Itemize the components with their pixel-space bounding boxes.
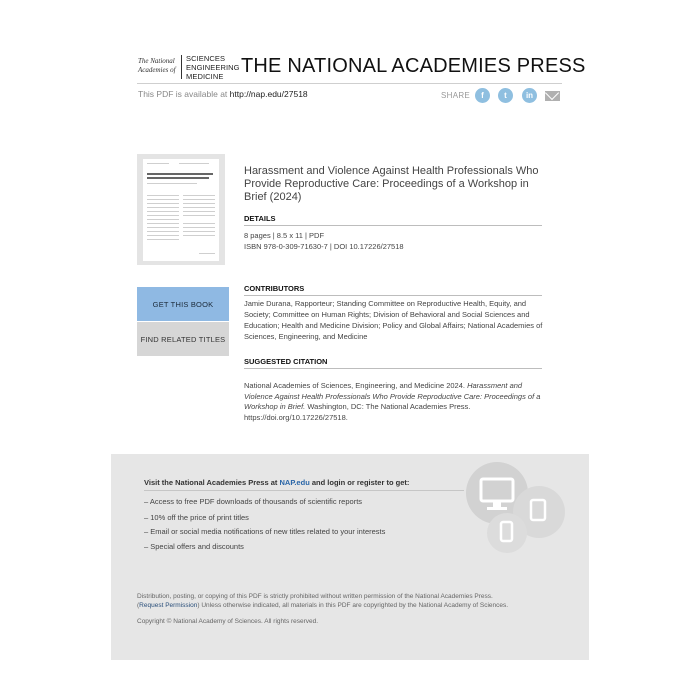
details-format: 8 pages | 8.5 x 11 | PDF	[244, 231, 325, 240]
logo-medicine: MEDICINE	[186, 72, 224, 82]
availability-url-link[interactable]: http://nap.edu/27518	[229, 89, 308, 99]
legal-notice	[137, 592, 557, 610]
benefit-item: – Email or social media notifications of new titles related to your interests	[144, 527, 386, 536]
twitter-icon[interactable]: t	[498, 88, 513, 103]
logo-left-line1: The National	[138, 57, 175, 65]
contributors-text: Jamie Durana, Rapporteur; Standing Committee on Reproductive Health, Equity, and Society; Committee on Human Rights; Division of Behavioral and Social Sciences and Education; Health and Medicine Division; Policy and Global Affairs; National Academies of Sciences, Engineering, and Medicine	[244, 299, 543, 341]
legal-line2-suffix: Unless otherwise indicated, all materials in this PDF are copyrighted by the National Academy of Sciences.	[201, 602, 509, 609]
visit-nap-text	[144, 478, 409, 487]
book-title: Harassment and Violence Against Health Professionals Who Provide Reproductive Care: Proceedings of a Workshop in Brief (2024)	[244, 165, 539, 203]
share-label: SHARE	[441, 91, 471, 100]
logo-divider	[181, 55, 182, 79]
logo-engineering: ENGINEERING	[186, 63, 240, 73]
nap-edu-link[interactable]: NAP.edu	[279, 478, 310, 487]
benefit-item: – Access to free PDF downloads of thousands of scientific reports	[144, 497, 363, 506]
availability-text	[138, 89, 308, 99]
facebook-icon[interactable]: f	[475, 88, 490, 103]
benefit-item: – 10% off the price of print titles	[144, 513, 249, 522]
linkedin-icon[interactable]: in	[522, 88, 537, 103]
details-isbn-doi: ISBN 978-0-309-71630-7 | DOI 10.17226/27518	[244, 242, 404, 251]
logo-sciences: SCIENCES	[186, 54, 226, 63]
visit-prefix: Visit the National Academies Press at	[144, 478, 278, 487]
press-title: THE NATIONAL ACADEMIES PRESS	[241, 55, 586, 77]
citation-title: Harassment and Violence Against Health Professionals Who Provide Reproductive Care: Proceedings of a Workshop in Brief.	[244, 381, 541, 411]
panel-divider	[144, 490, 464, 491]
request-permission-link[interactable]: Request Permission	[139, 602, 198, 609]
citation-heading: SUGGESTED CITATION	[244, 357, 542, 369]
citation-suffix: Washington, DC: The National Academies Press. https://doi.org/10.17226/27518.	[244, 402, 471, 422]
header-divider	[137, 83, 562, 84]
citation-prefix: National Academies of Sciences, Engineering, and Medicine 2024.	[244, 381, 465, 390]
suggested-citation	[244, 381, 544, 423]
copyright-notice: Copyright © National Academy of Sciences. All rights reserved.	[137, 618, 319, 625]
get-this-book-button[interactable]: GET THIS BOOK	[137, 287, 229, 321]
availability-prefix: This PDF is available at	[138, 89, 228, 99]
cover-page	[143, 159, 219, 261]
visit-suffix: and login or register to get:	[311, 478, 410, 487]
find-related-titles-button[interactable]: FIND RELATED TITLES	[137, 322, 229, 356]
benefit-item: – Special offers and discounts	[144, 542, 244, 551]
email-icon[interactable]	[545, 91, 560, 101]
nas-logo-script	[138, 57, 178, 75]
logo-left-line2: Academies of	[138, 66, 176, 74]
book-cover-thumbnail[interactable]	[137, 154, 225, 265]
legal-line1: Distribution, posting, or copying of this PDF is strictly prohibited without written permission of the National Academies Press.	[137, 593, 493, 600]
legal-line2: (Request Permission) Unless otherwise indicated, all materials in this PDF are copyrighted by the National Academy of Sciences.	[137, 602, 509, 609]
nas-logo-disciplines	[186, 54, 240, 82]
devices-icon	[466, 462, 566, 554]
details-heading: DETAILS	[244, 214, 542, 226]
contributors-heading: CONTRIBUTORS	[244, 284, 542, 296]
